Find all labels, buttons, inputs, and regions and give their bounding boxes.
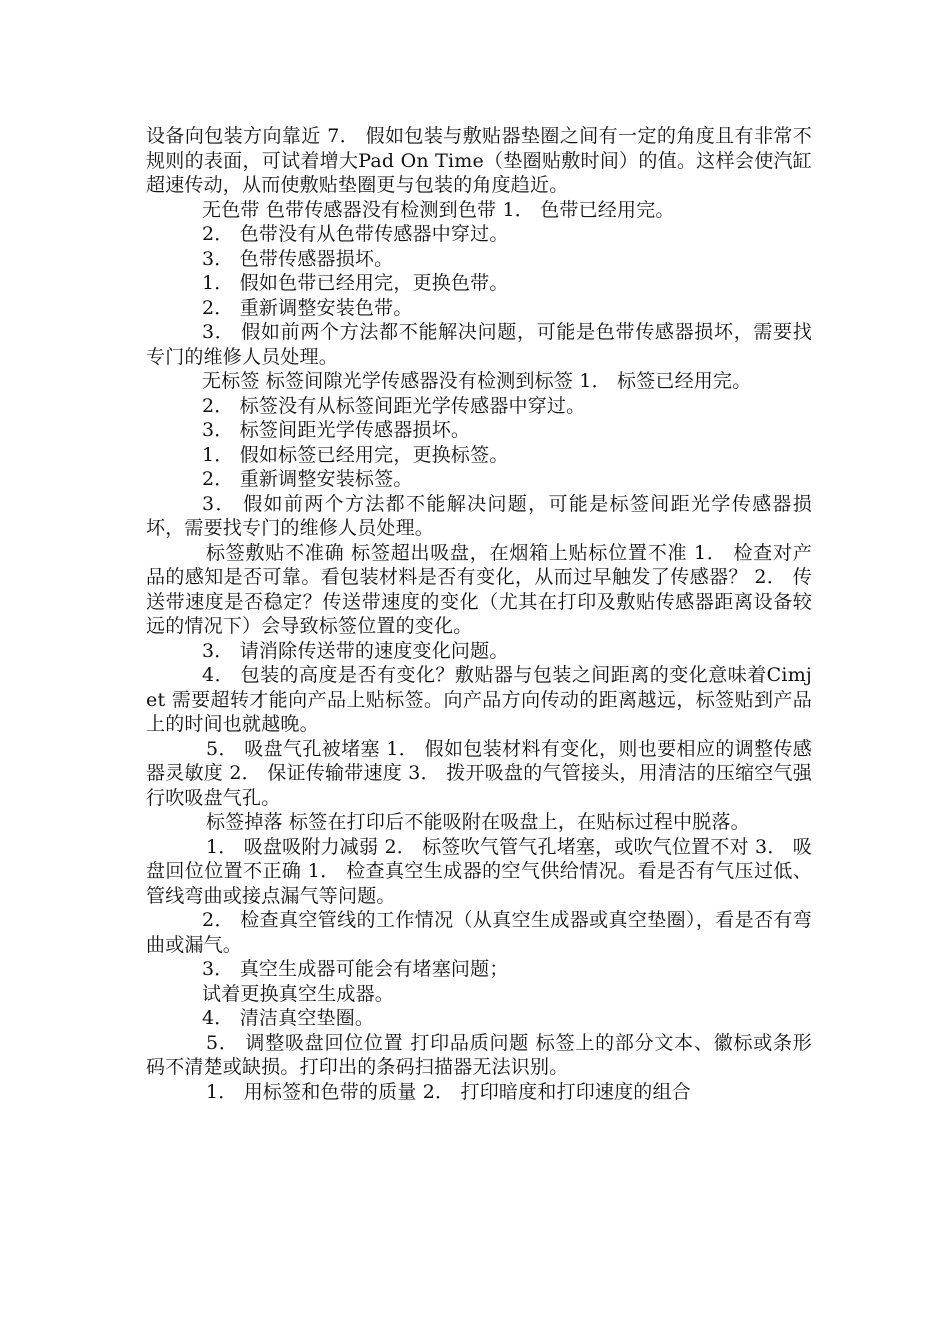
paragraph-package-height: 4． 包装的高度是否有变化？敷贴器与包装之间距离的变化意味着Cimjet 需要超转才能向产品上贴标签。向产品方向传动的距离越远，标签贴到产品上的时间也就越晚。 bbox=[146, 664, 812, 735]
paragraph-label-inaccurate: 标签敷贴不准确 标签超出吸盘，在烟箱上贴标位置不准 1． 检查对产品的感知是否可靠。看包装材料是否有变化，从而过早触发了传感器？ 2． 传送带速度是否稳定？传送带速度的变化（尤其在打印及敷贴传感器距离设备较远的情况下）会导致标签位置的变化。 bbox=[146, 541, 812, 637]
paragraph-replace-vacuum-generator: 试着更换真空生成器。 bbox=[202, 982, 395, 1005]
paragraph-suction-blocked: 5． 吸盘气孔被堵塞 1． 假如包装材料有变化，则也要相应的调整传感器灵敏度 2． 保证传输带速度 3． 拨开吸盘的气管接头，用清洁的压缩空气强行吹吸盘气孔。 bbox=[146, 737, 812, 809]
paragraph-ribbon-cause-3: 3． 色带传感器损坏。 bbox=[202, 247, 394, 270]
paragraph-ribbon-fix-2: 2． 重新调整安装色带。 bbox=[202, 296, 413, 319]
paragraph-label-drop-causes: 1． 吸盘吸附力减弱 2． 标签吹气管气孔堵塞，或吹气位置不对 3． 吸盘回位位置不正确 1． 检查真空生成器的空气供给情况。看是否有气压过低、管线弯曲或接点漏气等问题。 bbox=[146, 835, 812, 907]
paragraph-clean-vacuum-pad: 4． 清洁真空垫圈。 bbox=[202, 1007, 375, 1029]
paragraph-label-fix-3: 3． 假如前两个方法都不能解决问题，可能是标签间距光学传感器损坏，需要找专门的维修人员处理。 bbox=[146, 492, 812, 539]
paragraph-ribbon-cause-2: 2． 色带没有从色带传感器中穿过。 bbox=[202, 223, 509, 245]
paragraph-print-quality-causes: 1． 用标签和色带的质量 2． 打印暗度和打印速度的组合 bbox=[206, 1080, 691, 1103]
paragraph-label-fix-1: 1． 假如标签已经用完，更换标签。 bbox=[202, 443, 509, 466]
paragraph-continuation: 设备向包装方向靠近 7． 假如包装与敷贴器垫圈之间有一定的角度且有非常不规则的表面，可试着增大Pad On Time（垫圈贴敷时间）的值。这样会使汽缸超速传动，从而使敷贴垫圈更与包装的角度趋近。 bbox=[146, 125, 812, 196]
paragraph-label-fix-2: 2． 重新调整安装标签。 bbox=[202, 468, 413, 490]
paragraph-label-cause-2: 2． 标签没有从标签间距光学传感器中穿过。 bbox=[202, 394, 586, 417]
paragraph-ribbon-fix-3: 3． 假如前两个方法都不能解决问题，可能是色带传感器损坏，需要找专门的维修人员处理。 bbox=[146, 321, 812, 368]
paragraph-belt-speed-fix: 3． 请消除传送带的速度变化问题。 bbox=[202, 639, 509, 662]
paragraph-no-label: 无标签 标签间隙光学传感器没有检测到标签 1． 标签已经用完。 bbox=[202, 370, 752, 392]
paragraph-print-quality: 5． 调整吸盘回位位置 打印品质问题 标签上的部分文本、徽标或条形码不清楚或缺损。打印出的条码扫描器无法识别。 bbox=[146, 1031, 812, 1078]
paragraph-no-ribbon: 无色带 色带传感器没有检测到色带 1． 色带已经用完。 bbox=[202, 198, 675, 221]
paragraph-label-drop: 标签掉落 标签在打印后不能吸附在吸盘上，在贴标过程中脱落。 bbox=[206, 811, 750, 833]
paragraph-vacuum-line-check: 2． 检查真空管线的工作情况（从真空生成器或真空垫圈），看是否有弯曲或漏气。 bbox=[146, 909, 812, 956]
document-body bbox=[146, 124, 812, 1104]
paragraph-label-cause-3: 3． 标签间距光学传感器损坏。 bbox=[202, 419, 471, 441]
paragraph-vacuum-generator-blocked: 3． 真空生成器可能会有堵塞问题； bbox=[202, 958, 509, 980]
paragraph-ribbon-fix-1: 1． 假如色带已经用完，更换色带。 bbox=[202, 272, 509, 294]
